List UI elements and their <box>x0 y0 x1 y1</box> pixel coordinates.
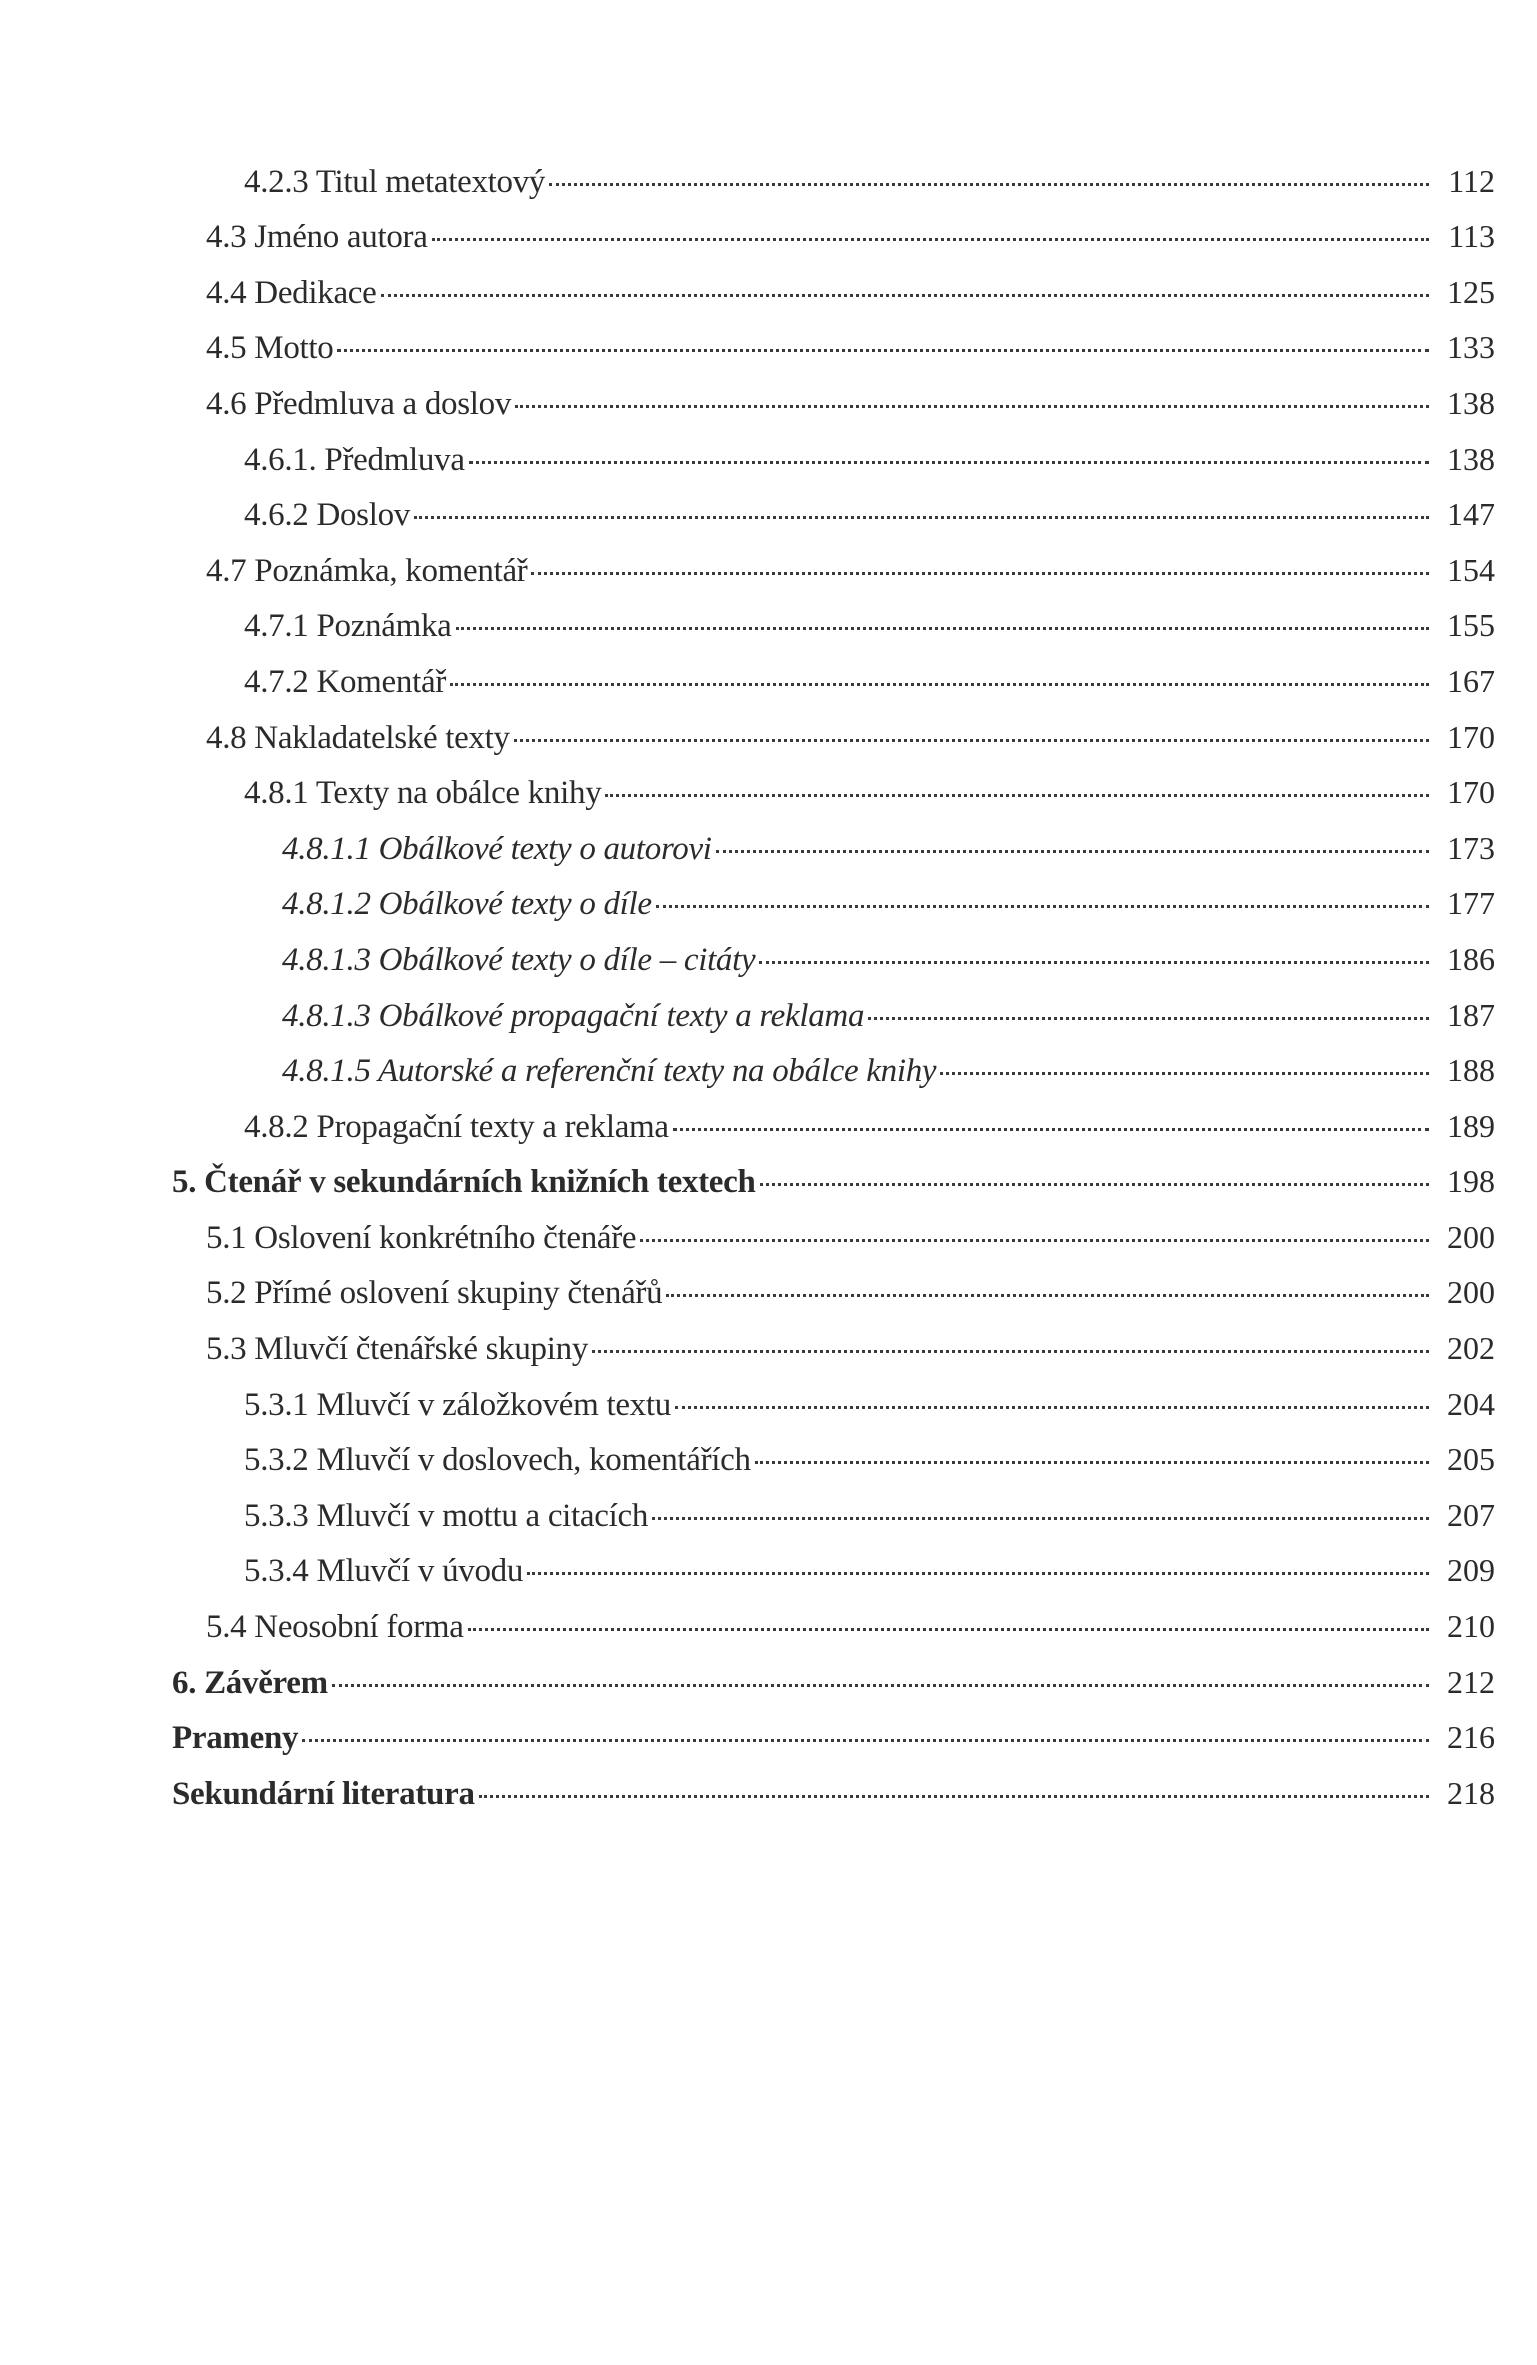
toc-entry-title[interactable]: 4.4 Dedikace <box>206 274 377 311</box>
toc-entry-content <box>244 1384 1495 1425</box>
toc-entry-title[interactable]: 4.8.1.3 Obálkové texty o díle – citáty <box>282 941 756 978</box>
toc-entry-content <box>244 661 1495 702</box>
toc-entry-page-number[interactable]: 112 <box>1448 162 1495 199</box>
dot-leader <box>755 1461 1429 1464</box>
dot-leader <box>302 1739 1429 1742</box>
toc-entry[interactable] <box>0 1044 1537 1100</box>
toc-entry[interactable] <box>0 599 1537 655</box>
dot-leader <box>605 794 1429 797</box>
toc-entry-title[interactable]: 5.4 Neosobní forma <box>206 1609 464 1646</box>
toc-entry[interactable] <box>0 1655 1537 1711</box>
toc-entry-page-number[interactable]: 209 <box>1447 1552 1495 1589</box>
toc-entry-content <box>282 828 1495 869</box>
toc-entry-title[interactable]: 5.3.1 Mluvčí v záložkovém textu <box>244 1386 671 1423</box>
toc-entry[interactable] <box>0 1155 1537 1211</box>
toc-entry-page-number[interactable]: 147 <box>1447 496 1495 533</box>
toc-entry-page-number[interactable]: 133 <box>1447 329 1495 366</box>
toc-entry-title[interactable]: 4.8.2 Propagační texty a reklama <box>244 1108 669 1145</box>
dot-leader <box>760 1183 1429 1186</box>
toc-entry-content <box>206 383 1495 424</box>
toc-entry-page-number[interactable]: 167 <box>1447 662 1495 699</box>
toc-entry-page-number[interactable]: 218 <box>1447 1774 1495 1811</box>
toc-entry-page-number[interactable]: 177 <box>1447 885 1495 922</box>
toc-entry-content <box>206 272 1495 313</box>
toc-entry-content <box>206 1272 1495 1313</box>
toc-entry-content <box>172 1662 1495 1703</box>
toc-entry[interactable] <box>0 432 1537 488</box>
toc-entry-title[interactable]: 4.3 Jméno autora <box>206 219 428 256</box>
toc-entry-title[interactable]: 4.8.1.3 Obálkové propagační texty a reklama <box>282 997 865 1034</box>
toc-entry-title[interactable]: 4.8.1 Texty na obálce knihy <box>244 775 602 812</box>
toc-entry-page-number[interactable]: 200 <box>1447 1218 1495 1255</box>
dot-leader <box>514 739 1429 742</box>
toc-entry-page-number[interactable]: 154 <box>1447 551 1495 588</box>
dot-leader <box>450 683 1429 686</box>
toc-entry-title[interactable]: 5.2 Přímé oslovení skupiny čtenářů <box>206 1275 663 1312</box>
toc-entry[interactable] <box>0 821 1537 877</box>
toc-entry-title[interactable]: 5.1 Oslovení konkrétního čtenáře <box>206 1219 637 1256</box>
dot-leader <box>479 1795 1429 1798</box>
toc-entry-title[interactable]: 4.5 Motto <box>206 330 334 367</box>
toc-entry-page-number[interactable]: 187 <box>1447 996 1495 1033</box>
toc-entry-content <box>282 1050 1495 1091</box>
toc-entry-title[interactable]: 5. Čtenář v sekundárních knižních textech <box>172 1164 756 1201</box>
toc-entry-content <box>244 1106 1495 1147</box>
toc-entry-title[interactable]: 4.6.1. Předmluva <box>244 441 465 478</box>
toc-entry-page-number[interactable]: 173 <box>1447 829 1495 866</box>
toc-entry-content <box>172 1773 1495 1814</box>
dot-leader <box>716 850 1429 853</box>
dot-leader <box>666 1294 1429 1297</box>
toc-entry-page-number[interactable]: 155 <box>1447 607 1495 644</box>
toc-entry[interactable] <box>0 988 1537 1044</box>
dot-leader <box>652 1517 1429 1520</box>
toc-entry-content <box>244 1495 1495 1536</box>
toc-entry-content <box>282 995 1495 1036</box>
toc-entry[interactable] <box>0 877 1537 933</box>
toc-entry-title[interactable]: 4.2.3 Titul metatextový <box>244 163 546 200</box>
dot-leader <box>527 1572 1429 1575</box>
toc-entry[interactable] <box>0 488 1537 544</box>
toc-entry-title[interactable]: 4.7.1 Poznámka <box>244 608 452 645</box>
toc-entry-page-number[interactable]: 198 <box>1447 1163 1495 1200</box>
toc-entry-page-number[interactable]: 202 <box>1447 1330 1495 1367</box>
dot-leader <box>656 905 1429 908</box>
toc-entry-content <box>244 605 1495 646</box>
toc-entry-content <box>244 494 1495 535</box>
dot-leader <box>592 1350 1429 1353</box>
toc-entry[interactable] <box>0 1099 1537 1155</box>
toc-entry[interactable] <box>0 766 1537 822</box>
dot-leader <box>675 1406 1429 1409</box>
toc-entry-title[interactable]: 4.8.1.5 Autorské a referenční texty na obálce knihy <box>282 1053 937 1090</box>
dot-leader <box>432 238 1429 241</box>
toc-entry[interactable] <box>0 1266 1537 1322</box>
toc-entry[interactable] <box>0 1321 1537 1377</box>
toc-entry-content <box>244 161 1495 202</box>
toc-entry-content <box>172 1717 1495 1758</box>
toc-entry-page-number[interactable]: 212 <box>1447 1663 1495 1700</box>
dot-leader <box>332 1684 1429 1687</box>
toc-entry-title[interactable]: 4.8 Nakladatelské texty <box>206 719 510 756</box>
toc-entry-content <box>206 1606 1495 1647</box>
toc-entry-page-number[interactable]: 170 <box>1447 774 1495 811</box>
dot-leader <box>640 1239 1429 1242</box>
toc-entry[interactable] <box>0 154 1537 210</box>
toc-entry-content <box>244 1439 1495 1480</box>
dot-leader <box>549 183 1429 186</box>
toc-entry[interactable] <box>0 376 1537 432</box>
toc-entry[interactable] <box>0 1488 1537 1544</box>
toc-entry[interactable] <box>0 710 1537 766</box>
dot-leader <box>381 294 1430 297</box>
dot-leader <box>515 405 1429 408</box>
toc-entry-content <box>206 216 1495 257</box>
toc-entry[interactable] <box>0 210 1537 266</box>
toc-entry-page-number[interactable]: 138 <box>1447 384 1495 421</box>
toc-entry[interactable] <box>0 1766 1537 1822</box>
toc-entry-title[interactable]: 5.3 Mluvčí čtenářské skupiny <box>206 1331 589 1368</box>
toc-entry-content <box>244 439 1495 480</box>
toc-entry-page-number[interactable]: 189 <box>1447 1107 1495 1144</box>
toc-entry-page-number[interactable]: 138 <box>1447 440 1495 477</box>
toc-entry-page-number[interactable]: 113 <box>1448 218 1495 255</box>
dot-leader <box>456 627 1429 630</box>
dot-leader <box>759 961 1429 964</box>
toc-entry-page-number[interactable]: 188 <box>1447 1052 1495 1089</box>
dot-leader <box>414 516 1429 519</box>
toc-entry-content <box>282 883 1495 924</box>
toc-entry-content <box>206 327 1495 368</box>
toc-entry-title[interactable]: 4.8.1.1 Obálkové texty o autorovi <box>282 830 712 867</box>
toc-entry-content <box>244 772 1495 813</box>
toc-entry-title[interactable]: 6. Závěrem <box>172 1664 328 1701</box>
toc-entry-page-number[interactable]: 125 <box>1447 273 1495 310</box>
toc-entry-page-number[interactable]: 200 <box>1447 1274 1495 1311</box>
toc-entry-title[interactable]: 4.6.2 Doslov <box>244 497 410 534</box>
toc-entry-content <box>244 1550 1495 1591</box>
toc-entry-title[interactable]: 5.3.2 Mluvčí v doslovech, komentářích <box>244 1442 751 1479</box>
dot-leader <box>469 461 1429 464</box>
toc-entry[interactable] <box>0 1433 1537 1489</box>
toc-entry[interactable] <box>0 654 1537 710</box>
dot-leader <box>940 1072 1429 1075</box>
toc-entry[interactable] <box>0 321 1537 377</box>
dot-leader <box>868 1017 1429 1020</box>
toc-entry-page-number[interactable]: 204 <box>1447 1385 1495 1422</box>
toc-entry-title[interactable]: 5.3.4 Mluvčí v úvodu <box>244 1553 524 1590</box>
toc-entry-title[interactable]: Prameny <box>172 1720 299 1757</box>
toc-entry-content <box>206 1217 1495 1258</box>
table-of-contents <box>0 154 1537 1822</box>
toc-entry-page-number[interactable]: 186 <box>1447 940 1495 977</box>
toc-entry-title[interactable]: 4.8.1.2 Obálkové texty o díle <box>282 886 652 923</box>
toc-entry[interactable] <box>0 1544 1537 1600</box>
toc-entry-content <box>172 1161 1495 1202</box>
toc-entry-content <box>206 717 1495 758</box>
toc-entry-title[interactable]: Sekundární literatura <box>172 1775 475 1812</box>
toc-entry[interactable] <box>0 265 1537 321</box>
dot-leader <box>673 1128 1429 1131</box>
toc-entry[interactable] <box>0 1210 1537 1266</box>
toc-entry-content <box>206 1328 1495 1369</box>
toc-entry-content <box>282 939 1495 980</box>
toc-entry-page-number[interactable]: 216 <box>1447 1719 1495 1756</box>
toc-entry-page-number[interactable]: 170 <box>1447 718 1495 755</box>
toc-entry-page-number[interactable]: 207 <box>1447 1496 1495 1533</box>
dot-leader <box>337 349 1429 352</box>
toc-entry-title[interactable]: 5.3.3 Mluvčí v mottu a citacích <box>244 1497 649 1534</box>
toc-entry-content <box>206 550 1495 591</box>
toc-entry-title[interactable]: 4.7.2 Komentář <box>244 663 447 700</box>
toc-entry[interactable] <box>0 1377 1537 1433</box>
toc-entry[interactable] <box>0 932 1537 988</box>
toc-entry-page-number[interactable]: 210 <box>1447 1608 1495 1645</box>
toc-entry-title[interactable]: 4.6 Předmluva a doslov <box>206 385 512 422</box>
toc-entry-page-number[interactable]: 205 <box>1447 1441 1495 1478</box>
dot-leader <box>531 572 1429 575</box>
toc-entry[interactable] <box>0 543 1537 599</box>
toc-entry[interactable] <box>0 1711 1537 1767</box>
toc-entry[interactable] <box>0 1599 1537 1655</box>
toc-entry-title[interactable]: 4.7 Poznámka, komentář <box>206 552 528 589</box>
dot-leader <box>468 1628 1429 1631</box>
